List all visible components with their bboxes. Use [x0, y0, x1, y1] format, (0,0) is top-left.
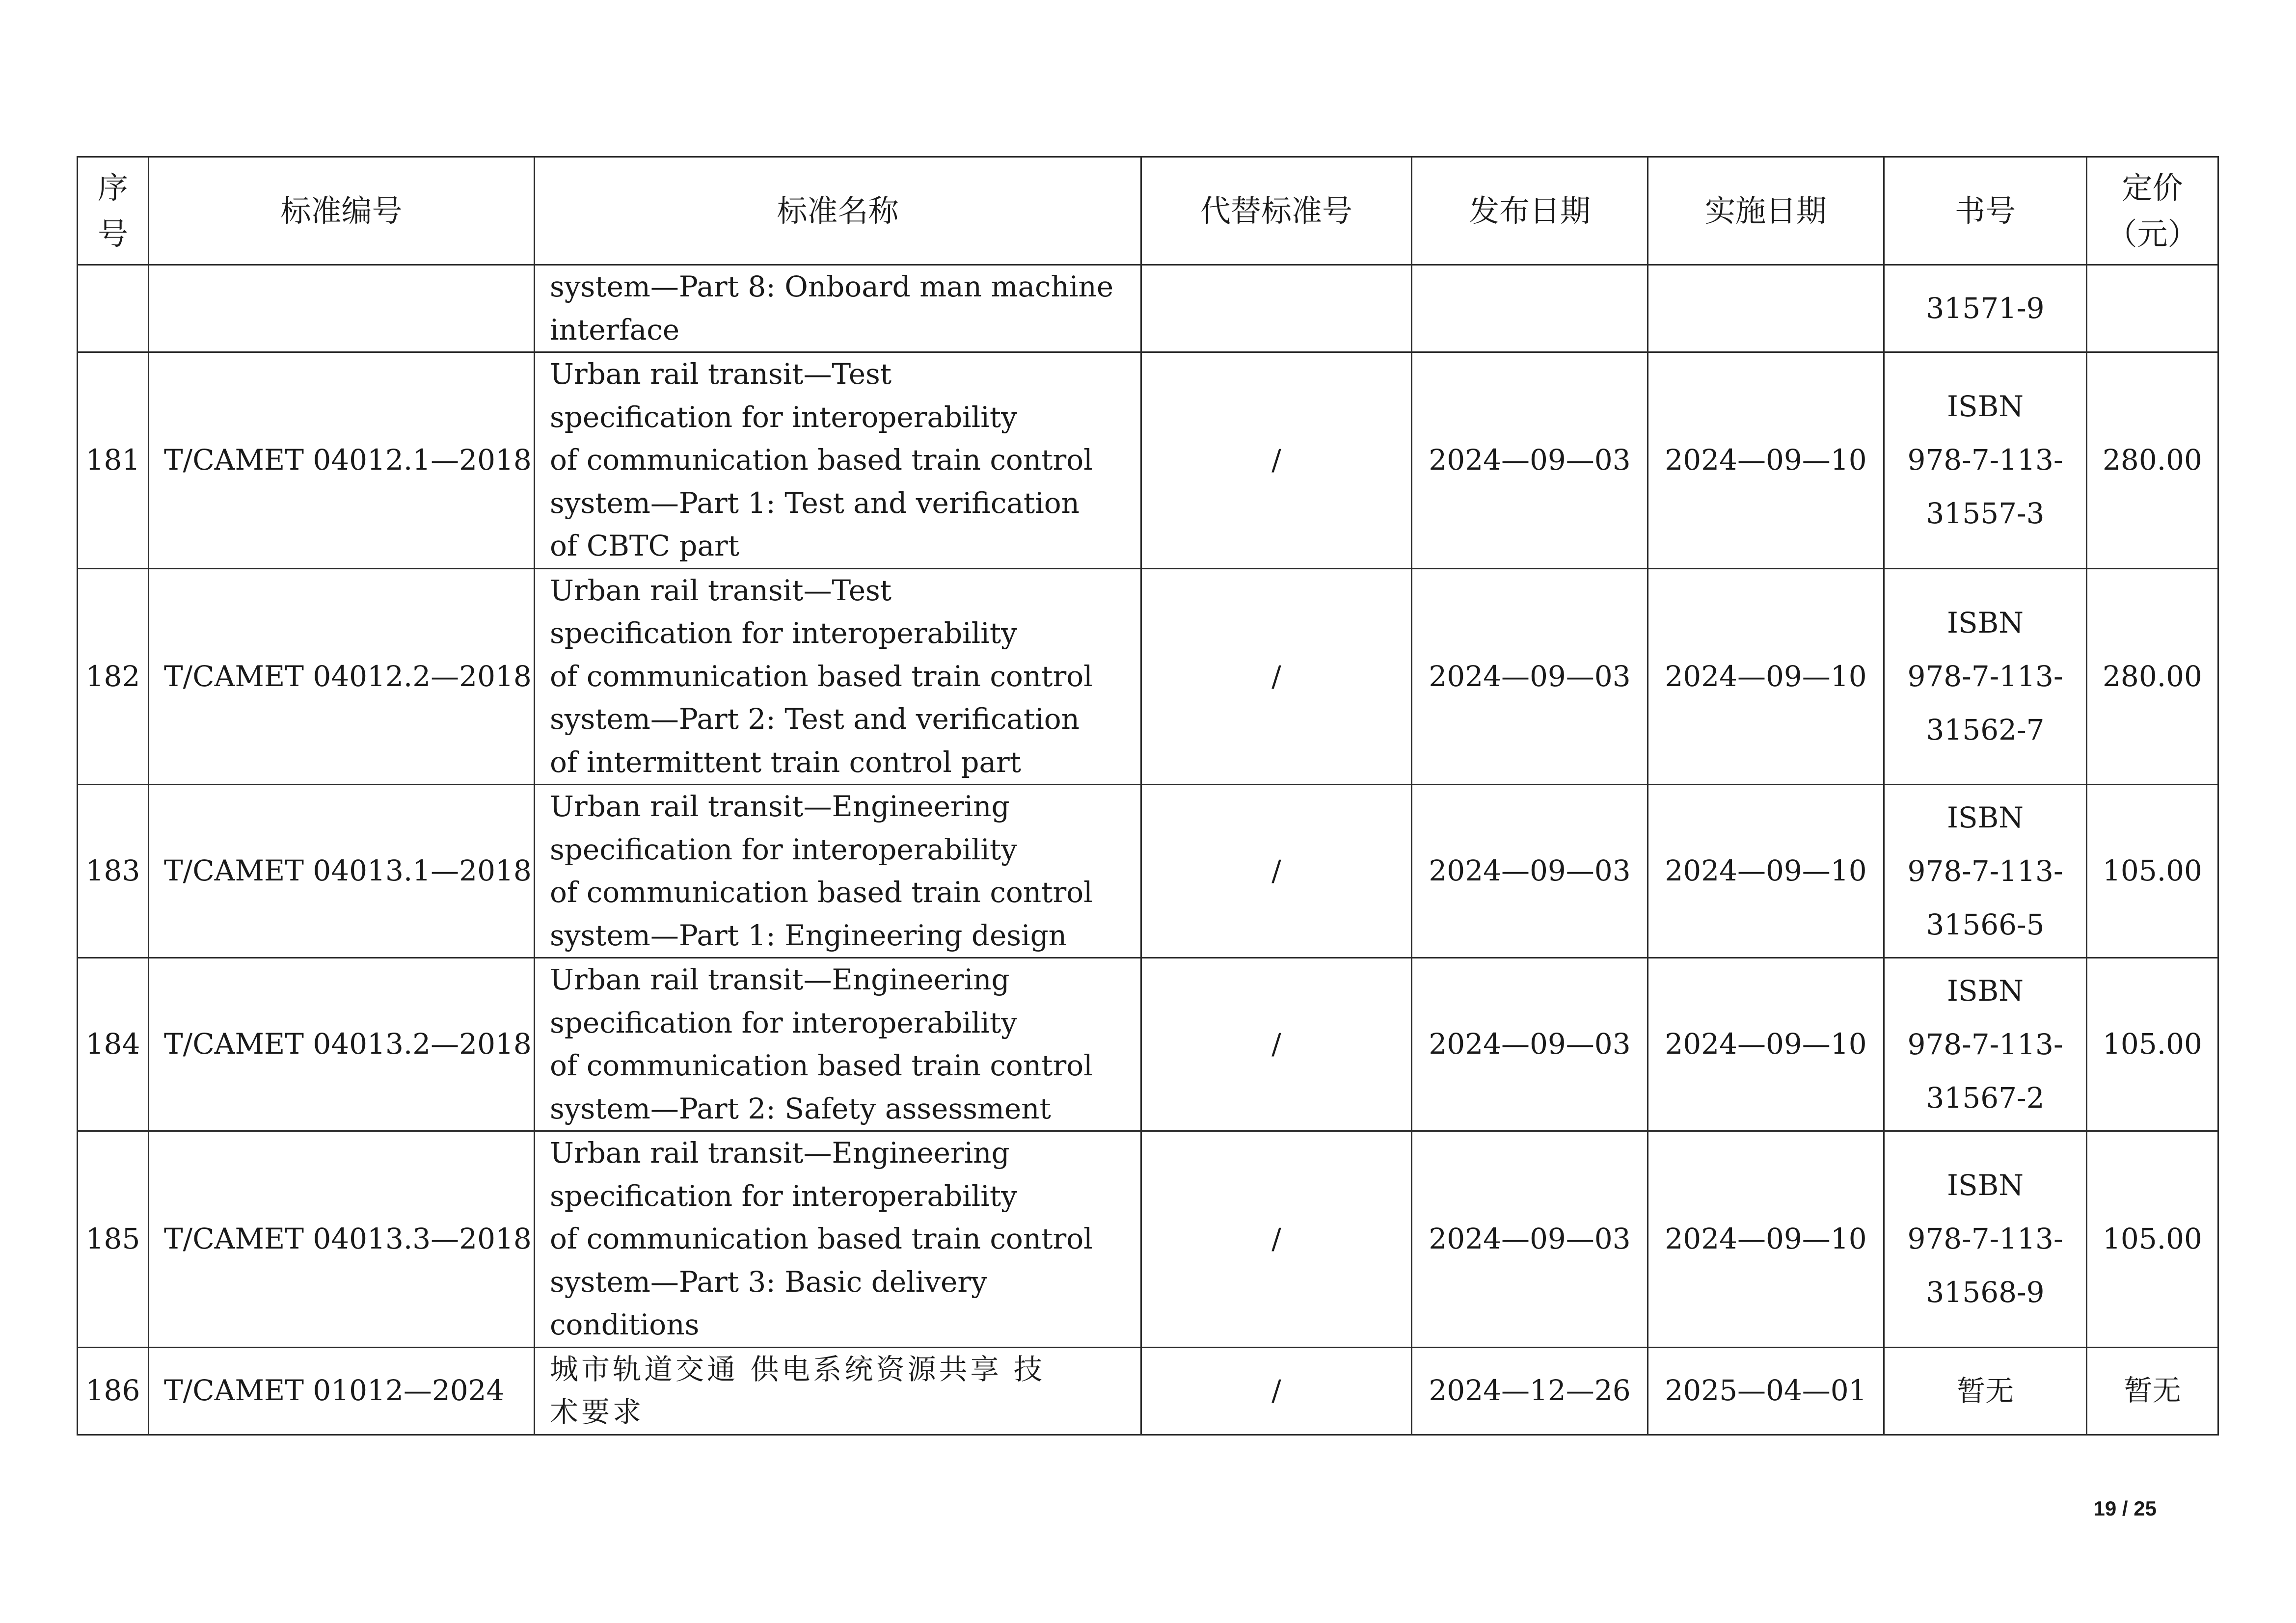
book-number-cell — [1884, 785, 2087, 958]
price-cell: 280.00 — [2087, 568, 2218, 785]
header-seq: 序 号 — [78, 157, 149, 265]
seq-cell: 184 — [78, 958, 149, 1131]
table-row — [78, 265, 2218, 352]
cell-line: specification for interoperability — [550, 616, 1017, 650]
cell-line: 暂无 — [1956, 1374, 2014, 1408]
page-number: 19 / 25 — [2093, 1497, 2157, 1520]
seq-cell: 185 — [78, 1131, 149, 1348]
implement-date-cell: 2024—09—10 — [1648, 568, 1884, 785]
cell-line: 978-7-113- — [1907, 1027, 2063, 1061]
standards-table — [77, 156, 2219, 1436]
cell-line: Urban rail transit—Engineering — [550, 1136, 1010, 1170]
header-book-no: 书号 — [1884, 157, 2087, 265]
table-row — [78, 568, 2218, 785]
cell-line: ISBN — [1946, 606, 2024, 639]
cell-line: of CBTC part — [550, 529, 740, 562]
publish-date-cell: 2024—09—03 — [1412, 785, 1648, 958]
cell-line: of communication based train control — [550, 1222, 1093, 1255]
seq-cell: 181 — [78, 352, 149, 569]
price-cell: 105.00 — [2087, 1131, 2218, 1348]
cell-line: specification for interoperability — [550, 1179, 1017, 1213]
standard-name-cell — [535, 1347, 1141, 1435]
cell-line: ISBN — [1946, 800, 2024, 834]
implement-date-cell: 2024—09—10 — [1648, 1131, 1884, 1348]
replaced-standard-cell: / — [1141, 352, 1412, 569]
seq-cell: 183 — [78, 785, 149, 958]
header-price: 定价 （元） — [2087, 157, 2218, 265]
standard-code-cell: T/CAMET 04013.2—2018 — [149, 958, 535, 1131]
publish-date-cell: 2024—12—26 — [1412, 1347, 1648, 1435]
publish-date-cell: 2024—09—03 — [1412, 1131, 1648, 1348]
standard-code-cell: T/CAMET 04013.3—2018 — [149, 1131, 535, 1348]
book-number-cell — [1884, 265, 2087, 352]
standard-code-cell: T/CAMET 04012.1—2018 — [149, 352, 535, 569]
cell-line: ISBN — [1946, 1169, 2024, 1202]
seq-cell — [78, 265, 149, 352]
implement-date-cell — [1648, 265, 1884, 352]
cell-line: 978-7-113- — [1907, 1222, 2063, 1256]
cell-line: 31557-3 — [1926, 497, 2045, 531]
replaced-standard-cell: / — [1141, 1347, 1412, 1435]
cell-line: specification for interoperability — [550, 832, 1017, 866]
cell-line: 31566-5 — [1926, 907, 2045, 941]
standard-name-cell — [535, 785, 1141, 958]
cell-line: system—Part 3: Basic delivery — [550, 1265, 987, 1299]
price-cell — [2087, 265, 2218, 352]
cell-line: 城市轨道交通 供电系统资源共享 技 — [550, 1352, 1045, 1386]
header-standard-no: 标准编号 — [149, 157, 535, 265]
price-cell: 暂无 — [2087, 1347, 2218, 1435]
implement-date-cell: 2024—09—10 — [1648, 352, 1884, 569]
price-cell: 280.00 — [2087, 352, 2218, 569]
standard-code-cell: T/CAMET 01012—2024 — [149, 1347, 535, 1435]
cell-line: interface — [550, 313, 680, 346]
cell-line: ISBN — [1946, 390, 2024, 424]
cell-line: of intermittent train control part — [550, 745, 1022, 779]
header-standard-name: 标准名称 — [535, 157, 1141, 265]
publish-date-cell: 2024—09—03 — [1412, 958, 1648, 1131]
table-header — [78, 157, 2218, 265]
cell-line: Urban rail transit—Test — [550, 357, 892, 391]
cell-line: specification for interoperability — [550, 400, 1017, 434]
cell-line: 978-7-113- — [1907, 659, 2063, 693]
price-cell: 105.00 — [2087, 958, 2218, 1131]
book-number-cell — [1884, 1347, 2087, 1435]
cell-line: system—Part 1: Engineering design — [550, 918, 1067, 952]
cell-line: of communication based train control — [550, 443, 1093, 477]
header-implement-date: 实施日期 — [1648, 157, 1884, 265]
implement-date-cell: 2025—04—01 — [1648, 1347, 1884, 1435]
header-row — [78, 157, 2218, 265]
cell-line: system—Part 2: Safety assessment — [550, 1091, 1051, 1125]
table-row — [78, 1347, 2218, 1435]
cell-line: 31567-2 — [1926, 1081, 2045, 1115]
standard-name-cell — [535, 958, 1141, 1131]
table-row — [78, 352, 2218, 569]
cell-line: system—Part 8: Onboard man machine — [550, 270, 1114, 303]
book-number-cell — [1884, 958, 2087, 1131]
cell-line: 978-7-113- — [1907, 854, 2063, 888]
publish-date-cell — [1412, 265, 1648, 352]
publish-date-cell: 2024—09—03 — [1412, 568, 1648, 785]
header-publish-date: 发布日期 — [1412, 157, 1648, 265]
cell-line: 31562-7 — [1926, 713, 2045, 746]
cell-line: system—Part 2: Test and verification — [550, 702, 1080, 736]
cell-line: conditions — [550, 1308, 700, 1341]
standard-name-cell — [535, 1131, 1141, 1348]
cell-line: Urban rail transit—Engineering — [550, 790, 1010, 823]
cell-line: of communication based train control — [550, 659, 1093, 693]
seq-cell: 186 — [78, 1347, 149, 1435]
replaced-standard-cell — [1141, 265, 1412, 352]
header-replaced-no: 代替标准号 — [1141, 157, 1412, 265]
implement-date-cell: 2024—09—10 — [1648, 785, 1884, 958]
cell-line: Urban rail transit—Test — [550, 573, 892, 607]
cell-line: of communication based train control — [550, 1049, 1093, 1082]
book-number-cell — [1884, 1131, 2087, 1348]
cell-line: 978-7-113- — [1907, 443, 2063, 477]
replaced-standard-cell: / — [1141, 568, 1412, 785]
cell-line: specification for interoperability — [550, 1006, 1017, 1039]
standard-name-cell — [535, 352, 1141, 569]
cell-line: ISBN — [1946, 974, 2024, 1008]
replaced-standard-cell: / — [1141, 1131, 1412, 1348]
standard-name-cell — [535, 568, 1141, 785]
table-row — [78, 785, 2218, 958]
standard-code-cell: T/CAMET 04013.1—2018 — [149, 785, 535, 958]
seq-cell: 182 — [78, 568, 149, 785]
cell-line: Urban rail transit—Engineering — [550, 963, 1010, 996]
cell-line: of communication based train control — [550, 876, 1093, 909]
price-cell: 105.00 — [2087, 785, 2218, 958]
implement-date-cell: 2024—09—10 — [1648, 958, 1884, 1131]
cell-line: 术要求 — [550, 1395, 645, 1429]
table-row — [78, 958, 2218, 1131]
cell-line: 31568-9 — [1926, 1276, 2045, 1309]
cell-line: 31571-9 — [1926, 292, 2045, 325]
replaced-standard-cell: / — [1141, 958, 1412, 1131]
table-body — [78, 265, 2218, 1435]
table-row — [78, 1131, 2218, 1348]
standard-code-cell — [149, 265, 535, 352]
book-number-cell — [1884, 568, 2087, 785]
replaced-standard-cell: / — [1141, 785, 1412, 958]
standard-code-cell: T/CAMET 04012.2—2018 — [149, 568, 535, 785]
book-number-cell — [1884, 352, 2087, 569]
publish-date-cell: 2024—09—03 — [1412, 352, 1648, 569]
cell-line: system—Part 1: Test and verification — [550, 486, 1080, 520]
standard-name-cell — [535, 265, 1141, 352]
